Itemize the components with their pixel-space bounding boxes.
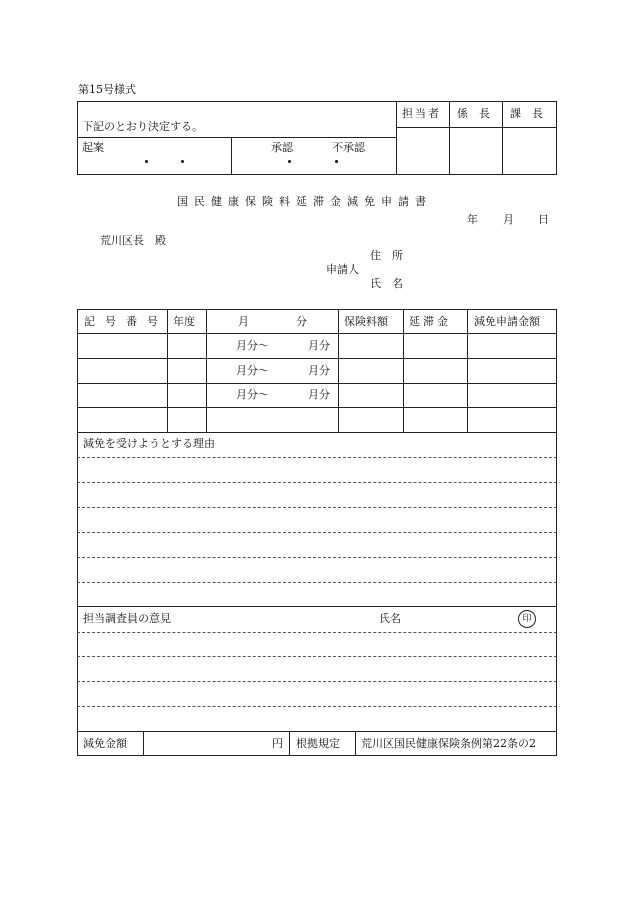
header-late-fee: 延滞金 <box>409 315 451 328</box>
header-premium: 保険料額 <box>344 315 388 328</box>
draft-label: 起案 <box>82 141 104 154</box>
yen-unit: 円 <box>272 737 283 750</box>
exemption-amount-label: 減免金額 <box>83 737 127 750</box>
approve-label: 承認 <box>271 141 293 154</box>
section-chief-label: 係 長 <box>457 107 490 120</box>
date-year: 年 <box>467 213 478 226</box>
date-month: 月 <box>503 213 514 226</box>
header-exemption-amount: 減免申請金額 <box>474 315 540 328</box>
decision-text: 下記のとおり決定する。 <box>82 120 203 133</box>
header-number: 記号番号 <box>84 315 168 328</box>
form-number: 第15号様式 <box>78 83 136 96</box>
applicant-label: 申請人 <box>326 263 359 276</box>
document-title: 国民健康保険料延滞金減免申請書 <box>177 195 432 208</box>
row2-month-to: 月分 <box>308 364 330 377</box>
reason-label: 減免を受けようとする理由 <box>83 437 215 450</box>
header-fiscal-year: 年度 <box>173 315 195 328</box>
disapprove-label: 不承認 <box>332 141 365 154</box>
division-chief-label: 課 長 <box>510 107 543 120</box>
date-day: 日 <box>538 213 549 226</box>
row1-month-to: 月分 <box>308 339 330 352</box>
person-in-charge-label: 担当者 <box>402 107 441 120</box>
row3-month-from: 月分〜 <box>236 388 269 401</box>
row3-month-to: 月分 <box>308 388 330 401</box>
investigator-label: 担当調査員の意見 <box>83 612 171 625</box>
applicant-name-label: 氏 名 <box>370 277 403 290</box>
basis-label: 根拠規定 <box>296 737 340 750</box>
header-month: 月 <box>238 315 249 328</box>
row2-month-from: 月分〜 <box>236 364 269 377</box>
row1-month-from: 月分〜 <box>236 339 269 352</box>
seal-mark: 印 <box>518 610 536 628</box>
applicant-address-label: 住 所 <box>370 249 403 262</box>
investigator-name-label: 氏名 <box>379 612 401 625</box>
header-period: 分 <box>296 315 307 328</box>
addressee: 荒川区長 殿 <box>100 234 166 247</box>
basis-value: 荒川区国民健康保険条例第22条の2 <box>361 737 536 750</box>
